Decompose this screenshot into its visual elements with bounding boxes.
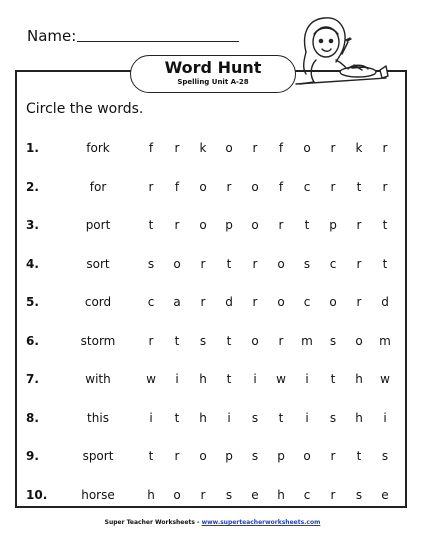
letter-cell[interactable]: m (379, 333, 391, 348)
letter-cell[interactable]: c (303, 295, 311, 309)
word-row (0, 334, 425, 354)
letter-cell[interactable]: t (226, 256, 232, 271)
letter-cell[interactable]: i (305, 410, 309, 425)
letter-cell[interactable]: s (199, 333, 207, 348)
letter-cell[interactable]: h (147, 487, 155, 502)
letter-cell[interactable]: o (251, 333, 259, 348)
letter-cell[interactable]: s (251, 410, 259, 425)
target-word: port (85, 218, 111, 232)
word-row (0, 180, 425, 200)
instruction-text: Circle the words. (26, 101, 144, 117)
target-word: this (87, 410, 109, 425)
letter-cell[interactable]: c (303, 179, 311, 194)
letter-cell[interactable]: w (276, 372, 286, 386)
row-number: 6. (26, 333, 39, 348)
letter-cell[interactable]: o (277, 256, 285, 271)
letter-cell[interactable]: d (225, 295, 233, 309)
letter-cell[interactable]: o (225, 141, 233, 155)
letter-cell[interactable]: t (148, 449, 154, 463)
footer-separator: - (196, 519, 200, 526)
letter-cell[interactable]: r (174, 218, 180, 232)
letter-cell[interactable]: h (277, 487, 285, 502)
girl-eating-illustration (292, 12, 390, 90)
letter-cell[interactable]: s (329, 333, 337, 348)
letter-cell[interactable]: o (199, 218, 207, 232)
word-row (0, 411, 425, 431)
letter-cell[interactable]: o (277, 295, 285, 309)
letter-cell[interactable]: r (382, 141, 388, 155)
letter-cell[interactable]: r (174, 449, 180, 463)
letter-cell[interactable]: i (253, 372, 257, 386)
target-word: horse (81, 487, 115, 502)
letter-cell[interactable]: h (199, 410, 207, 425)
letter-cell[interactable]: h (355, 410, 363, 425)
target-word: for (89, 179, 107, 194)
letter-cell[interactable]: r (330, 449, 336, 463)
letter-cell[interactable]: r (148, 333, 154, 348)
worksheet-subtitle: Spelling Unit A-28 (177, 78, 249, 86)
letter-cell[interactable]: o (251, 179, 259, 194)
letter-cell[interactable]: o (173, 256, 181, 271)
letter-cell[interactable]: o (303, 141, 311, 155)
letter-cell[interactable]: t (174, 410, 180, 425)
letter-cell[interactable]: o (199, 179, 207, 194)
letter-cell[interactable]: t (174, 333, 180, 348)
letter-cell[interactable]: o (251, 218, 259, 232)
letter-cell[interactable]: p (225, 449, 233, 463)
word-row (0, 295, 425, 315)
row-number: 8. (26, 410, 39, 425)
letter-cell[interactable]: k (355, 141, 363, 155)
letter-cell[interactable]: t (226, 333, 232, 348)
letter-cell[interactable]: t (148, 218, 154, 232)
row-number: 9. (26, 449, 39, 463)
letter-cell[interactable]: w (146, 372, 156, 386)
letter-cell[interactable]: r (356, 256, 362, 271)
footer-link[interactable]: www.superteacherworksheets.com (201, 519, 321, 526)
letter-cell[interactable]: i (305, 372, 309, 386)
letter-cell[interactable]: r (382, 179, 388, 194)
letter-cell[interactable]: r (330, 179, 336, 194)
letter-cell[interactable]: e (251, 487, 259, 502)
footer-brand: Super Teacher Worksheets (104, 519, 195, 526)
letter-cell[interactable]: f (278, 179, 284, 194)
word-row (0, 488, 425, 508)
letter-cell[interactable]: s (251, 449, 259, 463)
letter-cell[interactable]: f (278, 141, 284, 155)
letter-cell[interactable]: o (199, 449, 207, 463)
letter-cell[interactable]: r (252, 256, 258, 271)
letter-cell[interactable]: t (382, 218, 388, 232)
letter-cell[interactable]: e (381, 487, 389, 502)
letter-cell[interactable]: o (355, 333, 363, 348)
letter-cell[interactable]: r (200, 256, 206, 271)
letter-cell[interactable]: d (381, 295, 389, 309)
target-word: storm (80, 333, 116, 348)
letter-cell[interactable]: t (330, 372, 336, 386)
target-word: with (85, 372, 111, 386)
letter-cell[interactable]: r (278, 333, 284, 348)
letter-cell[interactable]: t (304, 218, 310, 232)
letter-cell[interactable]: s (355, 487, 363, 502)
letter-cell[interactable]: o (173, 487, 181, 502)
row-number: 2. (26, 179, 39, 194)
letter-cell[interactable]: r (278, 218, 284, 232)
row-number: 4. (26, 256, 39, 271)
name-label: Name: (27, 27, 77, 45)
letter-cell[interactable]: s (303, 256, 311, 271)
letter-cell[interactable]: r (200, 487, 206, 502)
letter-cell[interactable]: f (148, 141, 154, 155)
letter-cell[interactable]: r (148, 179, 154, 194)
row-number: 7. (26, 372, 39, 386)
letter-cell[interactable]: s (381, 449, 389, 463)
word-row (0, 218, 425, 238)
worksheet-title: Word Hunt (164, 58, 262, 77)
row-number: 5. (26, 295, 39, 309)
footer (0, 519, 425, 526)
letter-cell[interactable]: i (227, 410, 231, 425)
letter-cell[interactable]: r (174, 141, 180, 155)
title-box (130, 55, 296, 93)
row-number: 1. (26, 141, 39, 155)
letter-cell[interactable]: s (147, 256, 155, 271)
letter-cell[interactable]: a (173, 295, 181, 309)
word-row (0, 372, 425, 392)
letter-cell[interactable]: t (278, 410, 284, 425)
target-word: cord (84, 295, 112, 309)
word-row (0, 257, 425, 277)
letter-cell[interactable]: t (356, 449, 362, 463)
letter-cell[interactable]: r (252, 141, 258, 155)
row-number: 10. (26, 487, 48, 502)
letter-cell[interactable]: t (356, 179, 362, 194)
letter-cell[interactable]: c (147, 295, 155, 309)
letter-cell[interactable]: p (329, 218, 337, 232)
letter-cell[interactable]: s (225, 487, 233, 502)
letter-cell[interactable]: m (301, 333, 313, 348)
letter-cell[interactable]: h (355, 372, 363, 386)
letter-cell[interactable]: c (329, 256, 337, 271)
letter-cell[interactable]: i (175, 372, 179, 386)
letter-cell[interactable]: i (383, 410, 387, 425)
letter-cell[interactable]: w (380, 372, 390, 386)
letter-cell[interactable]: r (226, 179, 232, 194)
target-word: sort (86, 256, 110, 271)
letter-cell[interactable]: k (199, 141, 207, 155)
letter-cell[interactable]: p (277, 449, 285, 463)
letter-cell[interactable]: r (330, 487, 336, 502)
target-word: sport (82, 449, 114, 463)
letter-cell[interactable]: o (329, 295, 337, 309)
letter-cell[interactable]: h (199, 372, 207, 386)
worksheet-frame (15, 70, 407, 508)
word-row (0, 449, 425, 469)
letter-cell[interactable]: r (252, 295, 258, 309)
letter-cell[interactable]: r (356, 218, 362, 232)
row-number: 3. (26, 218, 39, 232)
letter-cell[interactable]: s (329, 410, 337, 425)
letter-cell[interactable]: p (225, 218, 233, 232)
letter-cell[interactable]: r (200, 295, 206, 309)
letter-cell[interactable]: c (303, 487, 311, 502)
word-row (0, 141, 425, 161)
letter-cell[interactable]: o (303, 449, 311, 463)
letter-cell[interactable]: t (382, 256, 388, 271)
letter-cell[interactable]: t (226, 372, 232, 386)
letter-cell[interactable]: r (356, 295, 362, 309)
letter-cell[interactable]: f (174, 179, 180, 194)
name-line (77, 41, 239, 42)
letter-cell[interactable]: r (330, 141, 336, 155)
target-word: fork (86, 141, 110, 155)
letter-cell[interactable]: i (149, 410, 153, 425)
